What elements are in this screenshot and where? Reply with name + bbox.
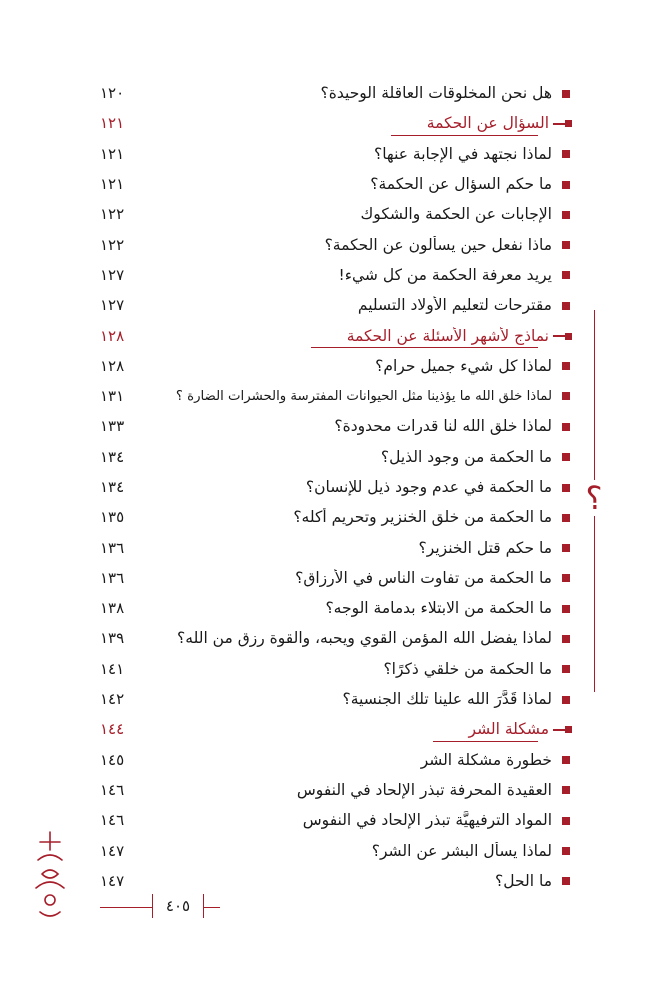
toc-page-number: ١٢٢ (100, 205, 125, 224)
toc-entry-text: لماذا يسأل البشر عن الشر؟ (371, 841, 552, 860)
toc-page-number: ١٢٨ (100, 326, 125, 345)
toc-page-number: ١٢١ (100, 175, 125, 194)
corner-ornament-icon (30, 830, 70, 920)
toc-entry-title (140, 781, 572, 799)
bullet-square-icon (562, 271, 570, 279)
toc-entry-title (140, 417, 572, 435)
bullet-square-icon (562, 544, 570, 552)
bullet-square-icon (562, 484, 570, 492)
bullet-square-icon (562, 181, 570, 189)
question-mark-ornament: ؟ (580, 480, 608, 516)
toc-entry (100, 684, 572, 714)
toc-entry-text: ما الحل؟ (495, 871, 552, 890)
bullet-square-icon (562, 302, 570, 310)
toc-section-heading (100, 714, 572, 744)
toc-entry (100, 563, 572, 593)
toc-entry-title (140, 327, 572, 345)
toc-entry-text: ما الحكمة من وجود الذيل؟ (380, 447, 552, 466)
toc-entry-title (140, 145, 572, 163)
toc-entry-text: المواد الترفيهيَّة تبذر الإلحاد في النفوس (302, 811, 552, 830)
toc-entry-title (140, 357, 572, 375)
section-dash (553, 335, 565, 337)
toc-entry (100, 169, 572, 199)
toc-entry-title (140, 842, 572, 860)
toc-page-number: ١٢٧ (100, 296, 125, 315)
toc-entry (100, 775, 572, 805)
toc-entry-text: خطورة مشكلة الشر (420, 750, 552, 769)
section-underline (433, 741, 538, 742)
toc-entry-title (140, 751, 572, 769)
toc-entry-text: ما الحكمة من الابتلاء بدمامة الوجه؟ (325, 599, 552, 618)
toc-entry-title (140, 629, 572, 647)
toc-entry (100, 472, 572, 502)
toc-page-number: ١٣٩ (100, 629, 125, 648)
bullet-square-icon (562, 817, 570, 825)
toc-entry-title (140, 296, 572, 314)
bullet-square-icon (562, 877, 570, 885)
bullet-square-icon (562, 605, 570, 613)
toc-page-number: ١٣٤ (100, 478, 125, 496)
bullet-square-icon (562, 392, 570, 400)
bullet-square-icon (562, 453, 570, 461)
toc-entry-text: ما الحكمة في عدم وجود ذيل للإنسان؟ (305, 478, 552, 496)
toc-entry (100, 351, 572, 381)
toc-entry (100, 78, 572, 108)
toc-entry-title (140, 478, 572, 496)
toc-entry (100, 411, 572, 441)
toc-entry (100, 381, 572, 411)
toc-entry-text: لماذا كل شيء جميل حرام؟ (375, 356, 552, 375)
toc-entry-text: لماذا خلق الله ما يؤذينا مثل الحيوانات المفترسة والحشرات الضارة ؟ (175, 388, 552, 404)
toc-entry-text: لماذا خلق الله لنا قدرات محدودة؟ (334, 417, 552, 436)
toc-entry-title (140, 205, 572, 223)
toc-entry (100, 290, 572, 320)
toc-entry-text: الإجابات عن الحكمة والشكوك (360, 205, 552, 224)
toc-page-number: ١٤٤ (100, 720, 125, 739)
toc-entry-text: لماذا نجتهد في الإجابة عنها؟ (373, 144, 552, 163)
toc-entry-text: مشكلة الشر (468, 720, 549, 739)
toc-page-number: ١٢٨ (100, 356, 125, 375)
toc-page-number: ١٢٧ (100, 265, 125, 284)
toc-page-number: ١٢٢ (100, 235, 125, 254)
section-underline (311, 347, 538, 348)
toc-entry (100, 442, 572, 472)
toc-section-heading (100, 320, 572, 350)
toc-entry-text: لماذا قَدَّرَ الله علينا تلك الجنسية؟ (342, 690, 552, 709)
toc-page-number: ١٢١ (100, 144, 125, 163)
toc-page-number: ١٤٢ (100, 690, 125, 709)
bullet-square-icon (562, 211, 570, 219)
toc-entry-text: ما الحكمة من خلق الخنزير وتحريم أكله؟ (293, 508, 552, 527)
toc-entry-title (140, 175, 572, 193)
toc-entry (100, 593, 572, 623)
toc-entry-text: ما حكم السؤال عن الحكمة؟ (370, 175, 552, 194)
toc-entry-text: ماذا نفعل حين يسألون عن الحكمة؟ (324, 235, 552, 254)
bullet-square-icon (562, 90, 570, 98)
toc-entry (100, 654, 572, 684)
section-underline (391, 135, 538, 136)
toc-entry-text: ما الحكمة من خلقي ذكرًا؟ (383, 659, 552, 678)
toc-page-number: ١٤٧ (100, 841, 125, 860)
toc-entry-title (140, 389, 572, 404)
toc-entry-title (140, 872, 572, 890)
toc-entry-title (140, 448, 572, 466)
toc-entry-title (140, 539, 572, 557)
toc-page-number: ١٤٥ (100, 750, 125, 769)
toc-entry-title (140, 266, 572, 284)
section-dash (553, 123, 565, 125)
toc-page-number: ١٣١ (100, 387, 125, 406)
toc-entry-title (140, 236, 572, 254)
toc-entry-text: يريد معرفة الحكمة من كل شيء! (338, 265, 552, 284)
toc-page-number: ١٣٣ (100, 417, 125, 436)
toc-page-number: ١٤٦ (100, 811, 125, 830)
toc-entry-title (140, 84, 572, 102)
section-dash (553, 729, 565, 731)
toc-entry (100, 139, 572, 169)
toc-page-number: ١٢٠ (100, 84, 125, 103)
toc-page-number: ١٤١ (100, 659, 125, 678)
toc-entry-title (140, 599, 572, 617)
bullet-square-icon (562, 574, 570, 582)
toc-entry (100, 199, 572, 229)
bullet-square-icon (562, 696, 570, 704)
toc-entry-title (140, 660, 572, 678)
toc-entry-title (140, 569, 572, 587)
bullet-square-icon (562, 423, 570, 431)
toc-entry-title (140, 508, 572, 526)
toc-entry-text: نماذج لأشهر الأسئلة عن الحكمة (346, 326, 549, 345)
bullet-square-icon (562, 756, 570, 764)
toc-page-number: ١٣٤ (100, 447, 125, 466)
toc-entry-text: مقترحات لتعليم الأولاد التسليم (357, 296, 552, 315)
toc-entry (100, 745, 572, 775)
toc-entry (100, 532, 572, 562)
toc-page-number: ١٤٦ (100, 780, 125, 799)
toc-entry-text: العقيدة المحرفة تبذر الإلحاد في النفوس (296, 780, 552, 799)
bullet-square-icon (562, 847, 570, 855)
toc-page-number: ١٣٥ (100, 508, 125, 527)
toc-entry-text: ما حكم قتل الخنزير؟ (418, 538, 552, 557)
toc-entry-text: لماذا يفضل الله المؤمن القوي ويحبه، والقوة رزق من الله؟ (177, 629, 552, 648)
bullet-square-icon (562, 241, 570, 249)
toc-entry (100, 835, 572, 865)
toc-entry-title (140, 114, 572, 132)
toc-page-number: ١٤٧ (100, 871, 125, 890)
bullet-square-icon (562, 665, 570, 673)
toc-entry (100, 502, 572, 532)
toc-entry-text: السؤال عن الحكمة (426, 114, 549, 133)
toc-entry-title (140, 811, 572, 829)
toc-entry (100, 805, 572, 835)
page-footer (100, 892, 220, 922)
toc-entry-title (140, 690, 572, 708)
toc-entry-title (140, 720, 572, 738)
toc-entry (100, 229, 572, 259)
toc-section-heading (100, 108, 572, 138)
section-marker-icon (565, 726, 572, 733)
table-of-contents (100, 78, 572, 896)
page-number: ٤٠٥ (152, 894, 204, 918)
toc-entry-text: ما الحكمة من تفاوت الناس في الأرزاق؟ (295, 568, 552, 587)
toc-page-number: ١٢١ (100, 114, 125, 133)
toc-entry (100, 260, 572, 290)
bullet-square-icon (562, 362, 570, 370)
bullet-square-icon (562, 786, 570, 794)
toc-entry-text: هل نحن المخلوقات العاقلة الوحيدة؟ (320, 84, 552, 103)
section-marker-icon (565, 333, 572, 340)
toc-page-number: ١٣٦ (100, 538, 125, 557)
toc-page-number: ١٣٨ (100, 599, 125, 618)
toc-page-number: ١٣٦ (100, 568, 125, 587)
toc-entry (100, 623, 572, 653)
bullet-square-icon (562, 635, 570, 643)
section-marker-icon (565, 120, 572, 127)
bullet-square-icon (562, 150, 570, 158)
bullet-square-icon (562, 514, 570, 522)
